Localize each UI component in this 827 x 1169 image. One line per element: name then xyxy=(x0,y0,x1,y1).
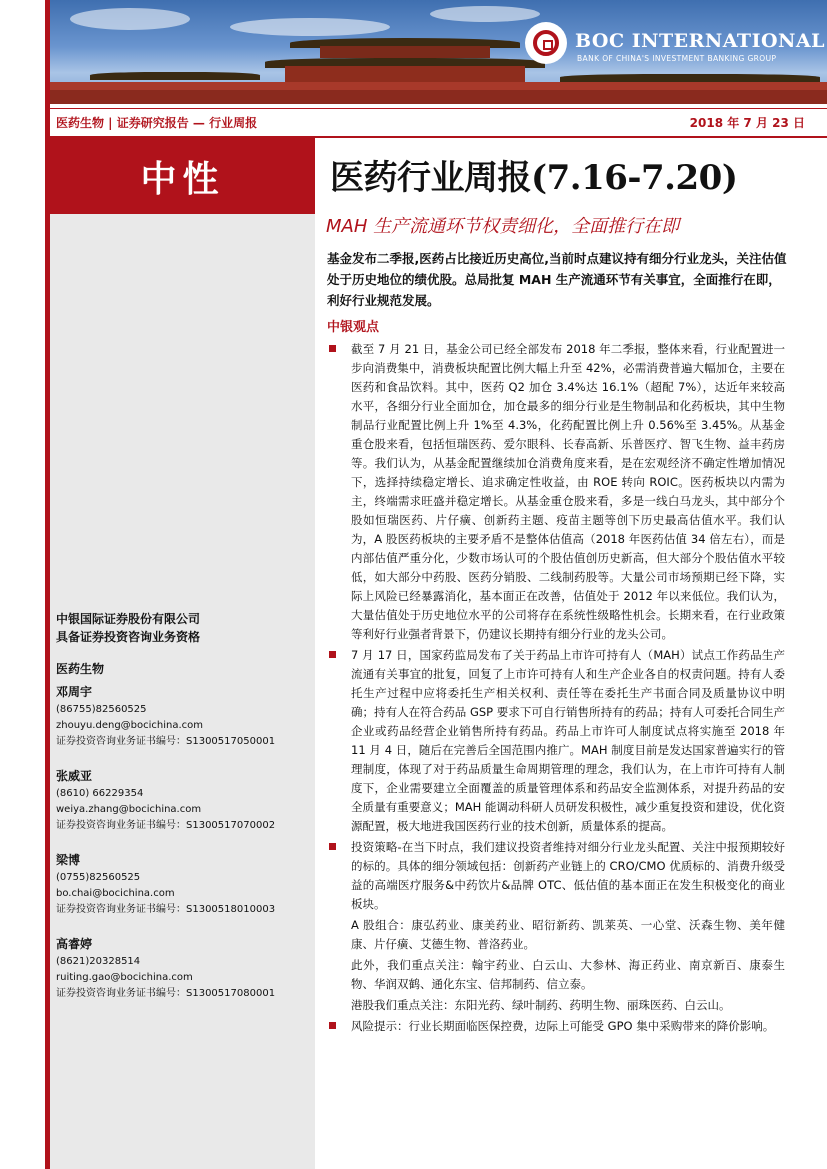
analyst-card xyxy=(56,934,311,1002)
square-bullet-icon xyxy=(329,345,336,352)
analyst-email[interactable]: ruiting.gao@bocichina.com xyxy=(56,972,193,983)
divider xyxy=(50,108,827,109)
header-banner xyxy=(50,0,827,104)
analyst-phone: (8621)20328514 xyxy=(56,956,141,967)
square-bullet-icon xyxy=(329,843,336,850)
bullet-item xyxy=(327,646,785,836)
bullet-paragraph: 港股我们重点关注：东阳光药、绿叶制药、药明生物、丽珠医药、白云山。 xyxy=(351,998,731,1012)
bullet-paragraph: 此外，我们重点关注：翰宇药业、白云山、大参林、海正药业、南京新百、康泰生物、华润双鹤、通化东宝、信邦制药、信立泰。 xyxy=(351,958,785,991)
analyst-cert: 证券投资咨询业务证书编号：S1300517080001 xyxy=(56,988,276,999)
bullet-item xyxy=(327,340,785,644)
analyst-email[interactable]: bo.chai@bocichina.com xyxy=(56,888,175,899)
analyst-name: 邓周宇 xyxy=(56,685,93,699)
analyst-cert: 证券投资咨询业务证书编号：S1300518010003 xyxy=(56,904,276,915)
analyst-phone: (8610) 66229354 xyxy=(56,788,144,799)
bullet-paragraph: A 股组合：康弘药业、康美药业、昭衍新药、凯莱英、一心堂、沃森生物、美年健康、片仔癀、艾德生物、普洛药业。 xyxy=(351,918,785,951)
boc-logo-icon xyxy=(525,22,567,64)
bullet-item xyxy=(327,1017,785,1036)
analyst-name: 高睿婷 xyxy=(56,937,93,951)
breadcrumb: 医药生物 | 证券研究报告 — 行业周报 xyxy=(56,116,258,130)
side-hall-roof xyxy=(90,72,260,80)
bullet-list xyxy=(327,340,785,1038)
analyst-card xyxy=(56,682,311,750)
analyst-card xyxy=(56,850,311,918)
palace-eave xyxy=(320,46,490,58)
cloud xyxy=(70,8,190,30)
analyst-name: 梁博 xyxy=(56,853,81,867)
logo-tagline: BANK OF CHINA'S INVESTMENT BANKING GROUP xyxy=(577,54,777,63)
company-name: 中银国际证券股份有限公司 xyxy=(56,612,201,626)
analyst-email[interactable]: weiya.zhang@bocichina.com xyxy=(56,804,202,815)
analyst-name: 张威亚 xyxy=(56,769,93,783)
cloud xyxy=(430,6,540,22)
analyst-phone: (0755)82560525 xyxy=(56,872,141,883)
analyst-email[interactable]: zhouyu.deng@bocichina.com xyxy=(56,720,204,731)
bullet-text: 截至 7 月 21 日，基金公司已经全部发布 2018 年二季报，整体来看，行业配置进一步向消费集中，消费板块配置比例大幅上升至 42%，必需消费普遍大幅加仓，主要在医药和食品饮料。其中，医药 Q2 加仓 3.4%达 16.1%（超配 7%），达近年来较高水平，各细分行业全面加仓，加仓最多的细分行业是生物制品和化药板块，其中生物制品行业配置比例上升 1%至 4.3%，化药配置比例上升 0.56%至 3.45%。从基金重仓股来看，包括恒瑞医药、爱尔眼科、长春高新、乐普医疗、智飞生物、益丰药房等。我们认为，从基金配置继续加仓消费角度来看，是在宏观经济不确定性增加情况下，选择持续稳定增长、追求确定性收益，由 ROE 转向 ROIC。医药板块以内需为主，终端需求旺盛并稳定增长。从基金重仓股来看，多是一线白马龙头，其中部分个股如恒瑞医药、片仔癀、创新药主题、疫苗主题等创下历史最高估值水平。我们认为，A 股医药板块的主要矛盾不是整体估值高（2018 年医药估值 34 倍左右），而是内部估值严重分化，少数市场认可的个股估值创历史新高，但大部分个股估值水平较低，如大部分中药股、医药分销股、二线制药股等。大量公司市场预期已经下降，实际上风险已经暴露消化，基本面正在改善，估值处于 2012 年以来低位。我们认为，大量估值处于历史地位水平的公司将存在系统性级略性机会。长期来看，在行业政策等利好行业强者背景下，仍建议长期持有细分行业的龙头公司。 xyxy=(351,342,785,641)
bullet-text: 7 月 17 日，国家药监局发布了关于药品上市许可持有人（MAH）试点工作药品生产流通有关事宜的批复，回复了上市许可持有人和生产企业各自的权责问题。持有人委托生产过程中应将委托生产相关权利、责任等在委托生产书面合同及质量协议中明确；持有人在符合药品 GSP 要求下可自行销售所持有的药品；持有人可委托合同生产企业或药品经营企业销售所持有药品。药品上市许可人制度试点将实施至 2018 年 11 月 4 日，随后在完善后全国范围内推广。MAH 制度目前是发达国家普遍实行的管理制度，体现了对于药品质量生命周期管理的理念，我们认为，在上市许可持有人制度下，企业需要建立全面覆盖的质量管理体系和药品安全监测体系，对提升药品的安全质量有重要意义；MAH 能调动科研人员研发积极性，减少重复投资和建设，优化资源配置，极大地进我国医药行业的技术创新，质量体系的提高。 xyxy=(351,648,785,833)
side-hall-roof xyxy=(560,74,820,82)
company-qualification: 具备证券投资咨询业务资格 xyxy=(56,630,201,644)
view-heading: 中银观点 xyxy=(327,320,380,335)
square-bullet-icon xyxy=(329,651,336,658)
report-title: 医药行业周报(7.16-7.20) xyxy=(330,158,738,198)
square-bullet-icon xyxy=(329,1022,336,1029)
palace-wall xyxy=(50,82,827,90)
analyst-card xyxy=(56,766,311,834)
analyst-cert: 证券投资咨询业务证书编号：S1300517070002 xyxy=(56,820,276,831)
sector-label: 医药生物 xyxy=(56,662,105,676)
report-subtitle: MAH 生产流通环节权责细化，全面推行在即 xyxy=(326,216,680,237)
analyst-cert: 证券投资咨询业务证书编号：S1300517050001 xyxy=(56,736,276,747)
bullet-text: 投资策略-在当下时点，我们建议投资者维持对细分行业龙头配置、关注中报预期较好的标的。具体的细分领域包括：创新药产业链上的 CRO/CMO 优质标的、消费升级受益的高端医疗服务&中药饮片&品牌 OTC、低估值的基本面正在发生积极变化的商业板块。 xyxy=(351,840,785,911)
cloud xyxy=(230,18,390,36)
bullet-text: 风险提示：行业长期面临医保控费，边际上可能受 GPO 集中采购带来的降价影响。 xyxy=(351,1019,775,1033)
rating-badge: 中性 xyxy=(50,138,315,214)
palace-base xyxy=(50,90,827,104)
logo-name: BOC INTERNATIONAL xyxy=(575,30,825,52)
report-date: 2018 年 7 月 23 日 xyxy=(689,116,805,130)
sidebar xyxy=(50,138,315,1169)
summary: 基金发布二季报,医药占比接近历史高位,当前时点建议持有细分行业龙头，关注估值处于历史地位的绩优股。总局批复 MAH 生产流通环节有关事宜，全面推行在即，利好行业规范发展。 xyxy=(327,251,787,308)
bullet-item xyxy=(327,838,785,914)
palace-body xyxy=(285,66,525,82)
company-info xyxy=(56,610,200,646)
analyst-phone: (86755)82560525 xyxy=(56,704,147,715)
